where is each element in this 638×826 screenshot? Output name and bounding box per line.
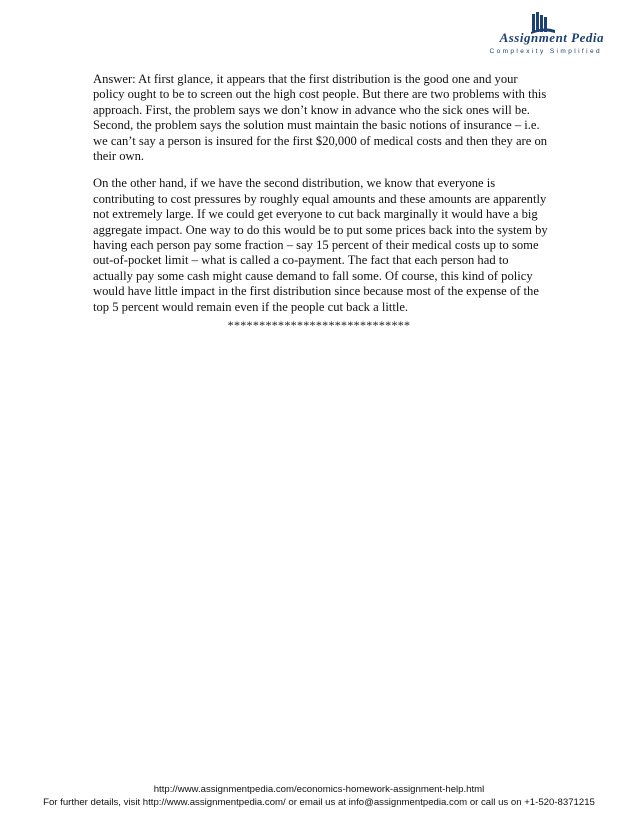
section-separator: ***************************** — [227, 318, 411, 332]
answer-text — [93, 72, 548, 327]
brand-tagline: Complexity Simplified — [489, 48, 602, 55]
footer-contact-info: For further details, visit http://www.assignmentpedia.com/ or email us at info@assignmentpedia.com or call us on +1-520-8371215 — [43, 797, 595, 808]
brand-name: Assignment Pedia — [499, 30, 604, 45]
paragraph-second-distribution: On the other hand, if we have the second distribution, we know that everyone is contributing to cost pressures by roughly equal amounts and these amounts are apparently not extremely large. If we could get everyone to cut back marginally it would have a big aggregate impact. One way to do this would be to put some prices back into the system by having each person pay some fraction – say 15 percent of their medical costs up to some out-of-pocket limit – what is called a co-payment. The fact that each person had to actually pay some cash might cause demand to fall some. Of course, this kind of policy would have little impact in the first distribution since because most of the expense of the top 5 percent would remain even if the people cut back a little. — [93, 176, 548, 314]
footer-url-link[interactable]: http://www.assignmentpedia.com/economics-homework-assignment-help.html — [153, 784, 485, 795]
brand-logo — [484, 12, 604, 58]
paragraph-answer: Answer: At first glance, it appears that the first distribution is the good one and your policy ought to be to screen out the high cost people. But there are two problems with this approach. First, the problem says we don’t know in advance who the sick ones will be. Second, the problem says the solution must maintain the basic notions of insurance – i.e. we can’t say a person is insured for the first $20,000 of medical costs and then they are on their own. — [93, 72, 548, 164]
